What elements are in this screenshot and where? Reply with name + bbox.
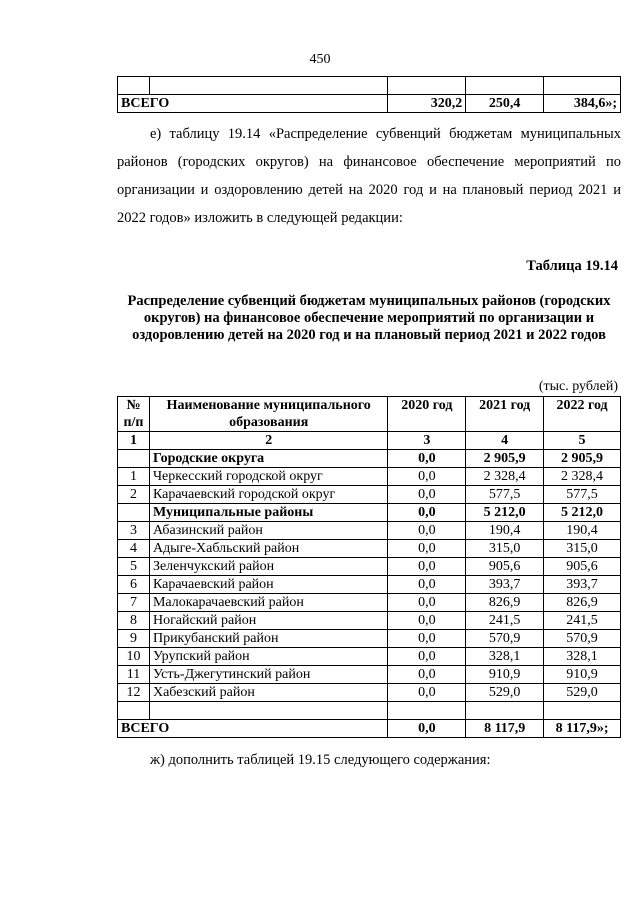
total-label: ВСЕГО	[118, 720, 388, 738]
empty-cell	[388, 702, 466, 720]
row-2021: 5 212,0	[466, 504, 544, 522]
row-name: Абазинский район	[149, 522, 388, 540]
row-num	[118, 504, 150, 522]
table-row	[118, 576, 621, 594]
row-num: 10	[118, 648, 150, 666]
row-num: 7	[118, 594, 150, 612]
row-2022: 241,5	[544, 612, 621, 630]
header-name: Наименование муниципального образования	[149, 397, 388, 432]
row-name: Черкесский городской округ	[149, 468, 388, 486]
row-2022: 393,7	[544, 576, 621, 594]
row-num: 11	[118, 666, 150, 684]
row-2022: 328,1	[544, 648, 621, 666]
row-2022: 826,9	[544, 594, 621, 612]
row-num: 9	[118, 630, 150, 648]
table-row	[118, 612, 621, 630]
header-2022: 2022 год	[544, 397, 621, 432]
row-2020: 0,0	[388, 648, 466, 666]
total-row	[118, 95, 621, 113]
row-2022: 905,6	[544, 558, 621, 576]
row-2020: 0,0	[388, 450, 466, 468]
row-2020: 0,0	[388, 522, 466, 540]
row-name: Адыге-Хабльский район	[149, 540, 388, 558]
total-2022: 8 117,9»;	[544, 720, 621, 738]
header-num: № п/п	[118, 397, 150, 432]
row-name: Карачаевский городской округ	[149, 486, 388, 504]
row-num: 8	[118, 612, 150, 630]
empty-cell	[118, 702, 150, 720]
table-label: Таблица 19.14	[526, 258, 618, 274]
column-number-row	[118, 432, 621, 450]
row-2021: 393,7	[466, 576, 544, 594]
header-2020: 2020 год	[388, 397, 466, 432]
row-num: 6	[118, 576, 150, 594]
row-num: 1	[118, 468, 150, 486]
previous-table-fragment	[117, 76, 621, 113]
table-row	[118, 684, 621, 702]
row-name: Прикубанский район	[149, 630, 388, 648]
row-name: Ногайский район	[149, 612, 388, 630]
row-name: Зеленчукский район	[149, 558, 388, 576]
total-2020: 320,2	[388, 95, 466, 113]
row-name: Карачаевский район	[149, 576, 388, 594]
row-name: Хабезский район	[149, 684, 388, 702]
total-row	[118, 720, 621, 738]
table-row	[118, 630, 621, 648]
row-num: 12	[118, 684, 150, 702]
row-2020: 0,0	[388, 468, 466, 486]
colnum-4: 4	[466, 432, 544, 450]
paragraph-e-text: е) таблицу 19.14 «Распределение субвенций бюджетам муниципальных районов (городских округов) на финансовое обеспечение мероприятий по организации и оздоровлению детей на 2020 год и на плановый период 2021 и 2022 годов» изложить в следующей редакции:	[117, 126, 621, 226]
total-2022: 384,6»;	[544, 95, 621, 113]
unit-note: (тыс. рублей)	[538, 379, 618, 394]
table-row	[118, 450, 621, 468]
paragraph-e	[117, 120, 621, 232]
row-2022: 570,9	[544, 630, 621, 648]
empty-row	[118, 77, 621, 95]
row-num: 5	[118, 558, 150, 576]
row-name: Урупский район	[149, 648, 388, 666]
row-2020: 0,0	[388, 558, 466, 576]
row-name: Усть-Джегутинский район	[149, 666, 388, 684]
row-2022: 5 212,0	[544, 504, 621, 522]
row-2020: 0,0	[388, 612, 466, 630]
row-2021: 826,9	[466, 594, 544, 612]
row-name: Муниципальные районы	[149, 504, 388, 522]
row-2021: 577,5	[466, 486, 544, 504]
colnum-1: 1	[118, 432, 150, 450]
table-row	[118, 594, 621, 612]
row-2021: 241,5	[466, 612, 544, 630]
paragraph-zh-text: ж) дополнить таблицей 19.15 следующего содержания:	[150, 752, 491, 768]
header-row	[118, 397, 621, 432]
row-2021: 190,4	[466, 522, 544, 540]
row-num: 4	[118, 540, 150, 558]
table-row	[118, 486, 621, 504]
row-2020: 0,0	[388, 540, 466, 558]
total-2021: 250,4	[466, 95, 544, 113]
row-name: Малокарачаевский район	[149, 594, 388, 612]
row-2021: 905,6	[466, 558, 544, 576]
row-num: 3	[118, 522, 150, 540]
colnum-3: 3	[388, 432, 466, 450]
colnum-2: 2	[149, 432, 388, 450]
total-2020: 0,0	[388, 720, 466, 738]
table-row	[118, 468, 621, 486]
row-num	[118, 450, 150, 468]
row-2021: 315,0	[466, 540, 544, 558]
row-2022: 910,9	[544, 666, 621, 684]
table-row	[118, 540, 621, 558]
paragraph-zh	[117, 750, 621, 770]
subvention-table	[117, 396, 621, 738]
row-num: 2	[118, 486, 150, 504]
row-2020: 0,0	[388, 504, 466, 522]
table-row	[118, 522, 621, 540]
row-2022: 2 328,4	[544, 468, 621, 486]
table-row	[118, 504, 621, 522]
row-2021: 328,1	[466, 648, 544, 666]
row-2021: 2 905,9	[466, 450, 544, 468]
row-2020: 0,0	[388, 684, 466, 702]
row-2022: 2 905,9	[544, 450, 621, 468]
empty-row	[118, 702, 621, 720]
table-row	[118, 666, 621, 684]
table-title: Распределение субвенций бюджетам муниципальных районов (городских округов) на финансовое обеспечение мероприятий по организации и оздоровлению детей на 2020 год и на плановый период 2021 и 2022 годов	[127, 293, 611, 343]
row-2022: 190,4	[544, 522, 621, 540]
row-2020: 0,0	[388, 630, 466, 648]
row-2020: 0,0	[388, 486, 466, 504]
table-row	[118, 648, 621, 666]
row-2021: 2 328,4	[466, 468, 544, 486]
row-name: Городские округа	[149, 450, 388, 468]
total-label: ВСЕГО	[118, 95, 388, 113]
colnum-5: 5	[544, 432, 621, 450]
empty-cell	[466, 702, 544, 720]
table-row	[118, 558, 621, 576]
row-2020: 0,0	[388, 666, 466, 684]
row-2022: 577,5	[544, 486, 621, 504]
total-2021: 8 117,9	[466, 720, 544, 738]
row-2020: 0,0	[388, 594, 466, 612]
row-2020: 0,0	[388, 576, 466, 594]
page-number: 450	[309, 52, 331, 67]
header-2021: 2021 год	[466, 397, 544, 432]
empty-cell	[544, 702, 621, 720]
row-2022: 315,0	[544, 540, 621, 558]
row-2021: 910,9	[466, 666, 544, 684]
row-2021: 570,9	[466, 630, 544, 648]
row-2021: 529,0	[466, 684, 544, 702]
row-2022: 529,0	[544, 684, 621, 702]
empty-cell	[149, 702, 388, 720]
